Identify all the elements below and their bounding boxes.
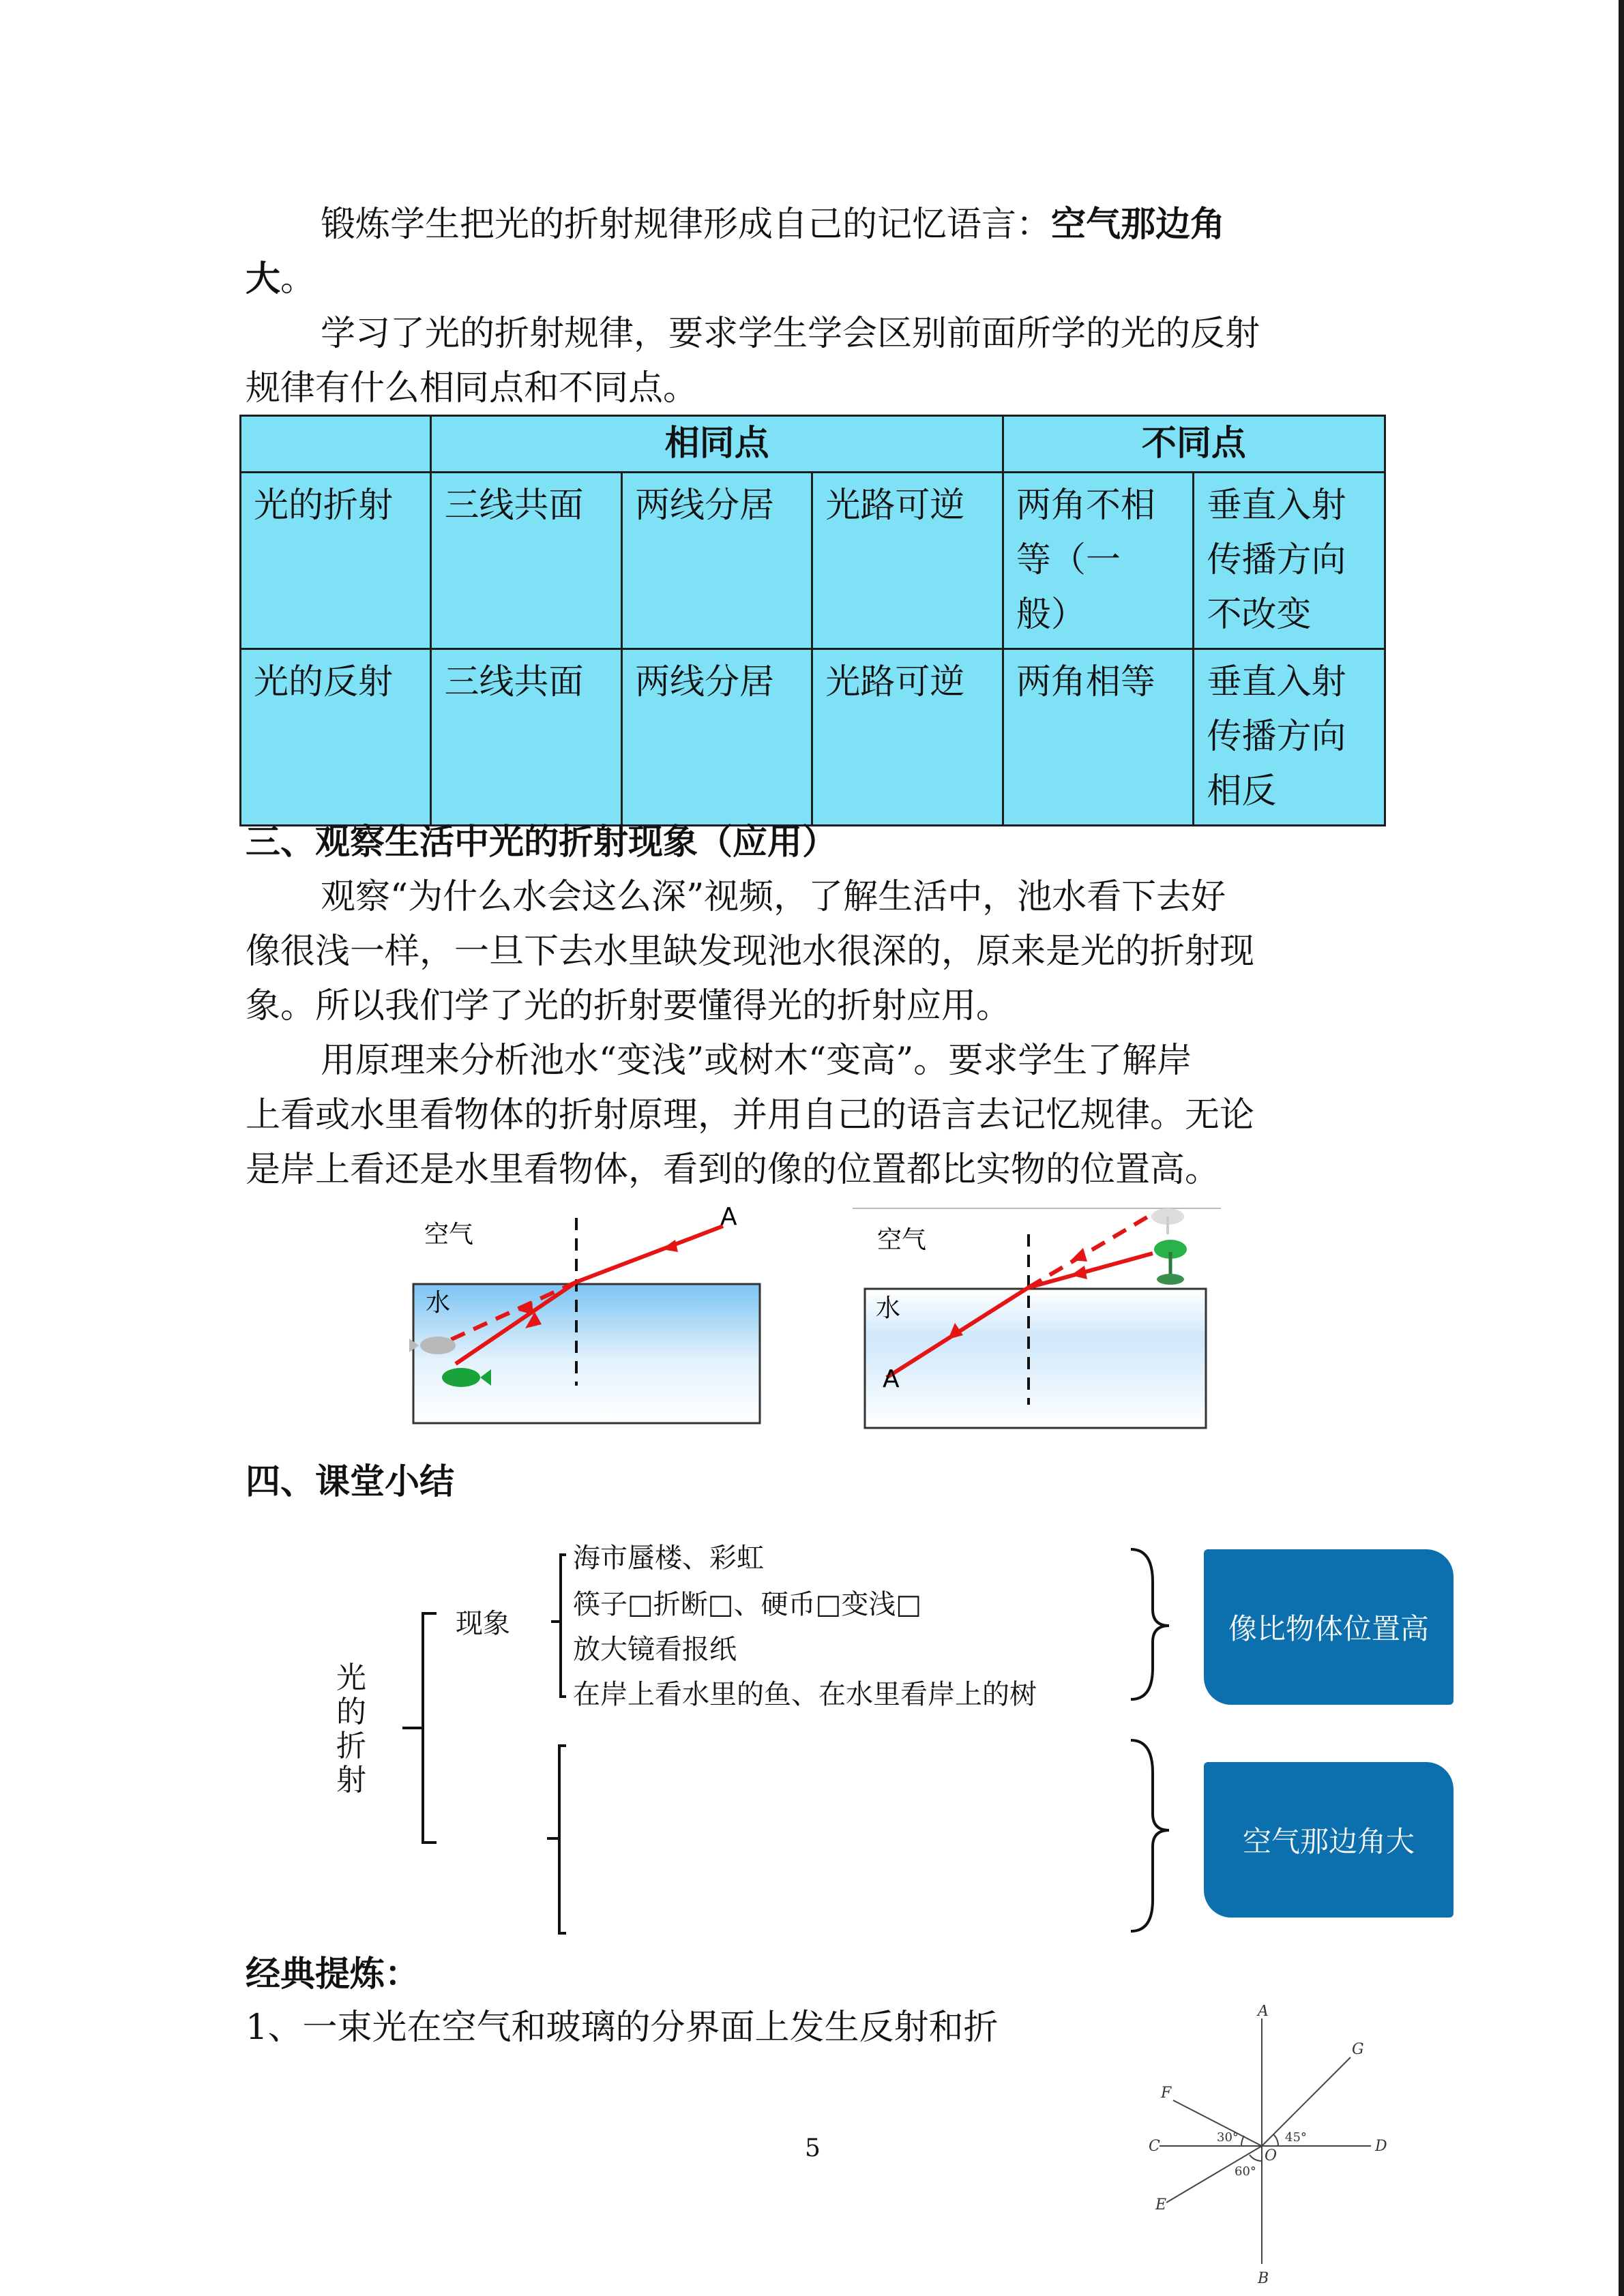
table-corner-cell bbox=[241, 416, 431, 473]
table-header-row bbox=[241, 416, 1385, 473]
cell-same-1: 三线共面 bbox=[431, 649, 621, 826]
mindmap-item: 筷子□折断□、硬币□变浅□ bbox=[573, 1589, 922, 1620]
label-g: G bbox=[1352, 2041, 1364, 2058]
classic-title: 经典提炼： bbox=[246, 1954, 420, 1995]
row-name: 光的反射 bbox=[241, 649, 431, 826]
cell-diff-2: 垂直入射 传播方向 相反 bbox=[1194, 649, 1385, 826]
empty-bracket bbox=[559, 1746, 566, 1933]
ray-air bbox=[1029, 1253, 1153, 1287]
section-3-p1-line-1: 观察“为什么水会这么深”视频，了解生活中，池水看下去好 bbox=[321, 877, 1226, 917]
page-edge bbox=[1619, 0, 1624, 2296]
comparison-table bbox=[239, 415, 1386, 826]
cell-diff-1: 两角相等 bbox=[1003, 649, 1194, 826]
virtual-ray bbox=[1029, 1214, 1153, 1287]
cell-diff-2: 垂直入射 传播方向 不改变 bbox=[1194, 473, 1385, 649]
section-3-p2-line-2: 上看或水里看物体的折射原理，并用自己的语言去记忆规律。无论 bbox=[246, 1095, 1255, 1135]
label-air: 空气 bbox=[877, 1226, 927, 1254]
refraction-figure-fish bbox=[402, 1207, 771, 1432]
label-water: 水 bbox=[426, 1289, 451, 1317]
mindmap-root: 光的折射 bbox=[336, 1660, 366, 1798]
angle-45: 45° bbox=[1285, 2130, 1307, 2145]
label-b: B bbox=[1258, 2270, 1269, 2287]
cell-same-2: 两线分居 bbox=[621, 473, 812, 649]
summary-box-air-angle-larger: 空气那边角大 bbox=[1204, 1762, 1453, 1918]
header-same: 相同点 bbox=[431, 416, 1003, 473]
paragraph-2-line-1: 学习了光的折射规律，要求学生学会区别前面所学的光的反射 bbox=[321, 314, 1260, 354]
paragraph-2-line-2: 规律有什么相同点和不同点。 bbox=[246, 368, 698, 408]
paragraph-1-line-1: 锻炼学生把光的折射规律形成自己的记忆语言：空气那边角 bbox=[321, 205, 1226, 245]
section-3-p2-line-3: 是岸上看还是水里看物体，看到的像的位置都比实物的位置高。 bbox=[246, 1150, 1220, 1190]
fish-image-icon bbox=[420, 1337, 456, 1354]
tree-base bbox=[1157, 1274, 1184, 1285]
summary-box-image-higher: 像比物体位置高 bbox=[1204, 1549, 1453, 1705]
fish-icon bbox=[442, 1368, 480, 1387]
arc-60 bbox=[1250, 2155, 1262, 2161]
cell-same-1: 三线共面 bbox=[431, 473, 621, 649]
paragraph-1-line-2: 大。 bbox=[246, 259, 316, 299]
label-point-a: A bbox=[720, 1207, 737, 1231]
angle-30: 30° bbox=[1217, 2130, 1239, 2145]
refraction-figure-tree bbox=[853, 1207, 1221, 1432]
label-a: A bbox=[1258, 2005, 1269, 2020]
root-bracket-left bbox=[423, 1613, 437, 1843]
items-bracket bbox=[561, 1555, 566, 1697]
table-row bbox=[241, 473, 1385, 649]
row-name: 光的折射 bbox=[241, 473, 431, 649]
right-brace-1 bbox=[1131, 1549, 1169, 1699]
cell-same-3: 光路可逆 bbox=[812, 649, 1003, 826]
ray-air bbox=[576, 1226, 723, 1282]
page-number: 5 bbox=[805, 2134, 821, 2162]
angle-60: 60° bbox=[1235, 2164, 1256, 2179]
arc-30 bbox=[1241, 2136, 1244, 2146]
right-brace-2 bbox=[1131, 1740, 1169, 1931]
cell-same-2: 两线分居 bbox=[621, 649, 812, 826]
cell-diff-1: 两角不相 等（一 般） bbox=[1003, 473, 1194, 649]
section-3-p1-line-3: 象。所以我们学了光的折射要懂得光的折射应用。 bbox=[246, 986, 1012, 1026]
section-3-title: 三、观察生活中光的折射现象（应用） bbox=[246, 822, 838, 863]
mindmap-branch: 现象 bbox=[456, 1608, 510, 1639]
mindmap-item: 海市蜃楼、彩虹 bbox=[573, 1542, 764, 1574]
table-row bbox=[241, 649, 1385, 826]
mindmap-item: 在岸上看水里的鱼、在水里看岸上的树 bbox=[573, 1679, 1037, 1710]
water-box bbox=[413, 1284, 760, 1423]
label-point-a: A bbox=[883, 1365, 900, 1393]
label-f: F bbox=[1161, 2085, 1172, 2102]
label-water: 水 bbox=[876, 1294, 901, 1322]
section-3-p1-line-2: 像很浅一样，一旦下去水里缺发现池水很深的，原来是光的折射现 bbox=[246, 931, 1255, 972]
classic-question-1: 1、一束光在空气和玻璃的分界面上发生反射和折 bbox=[246, 2008, 999, 2048]
arc-45 bbox=[1273, 2134, 1278, 2146]
label-c: C bbox=[1149, 2138, 1160, 2155]
label-d: D bbox=[1375, 2138, 1387, 2155]
label-o: O bbox=[1265, 2147, 1278, 2164]
section-4-title: 四、课堂小结 bbox=[246, 1462, 455, 1502]
mindmap-item: 放大镜看报纸 bbox=[573, 1634, 737, 1665]
label-e: E bbox=[1155, 2196, 1167, 2213]
section-3-p2-line-1: 用原理来分析池水“变浅”或树木“变高”。要求学生了解岸 bbox=[321, 1041, 1192, 1081]
cell-same-3: 光路可逆 bbox=[812, 473, 1003, 649]
header-diff: 不同点 bbox=[1003, 416, 1385, 473]
label-air: 空气 bbox=[424, 1221, 474, 1249]
angle-diagram bbox=[1132, 2005, 1405, 2291]
virtual-arrow bbox=[1071, 1248, 1087, 1262]
